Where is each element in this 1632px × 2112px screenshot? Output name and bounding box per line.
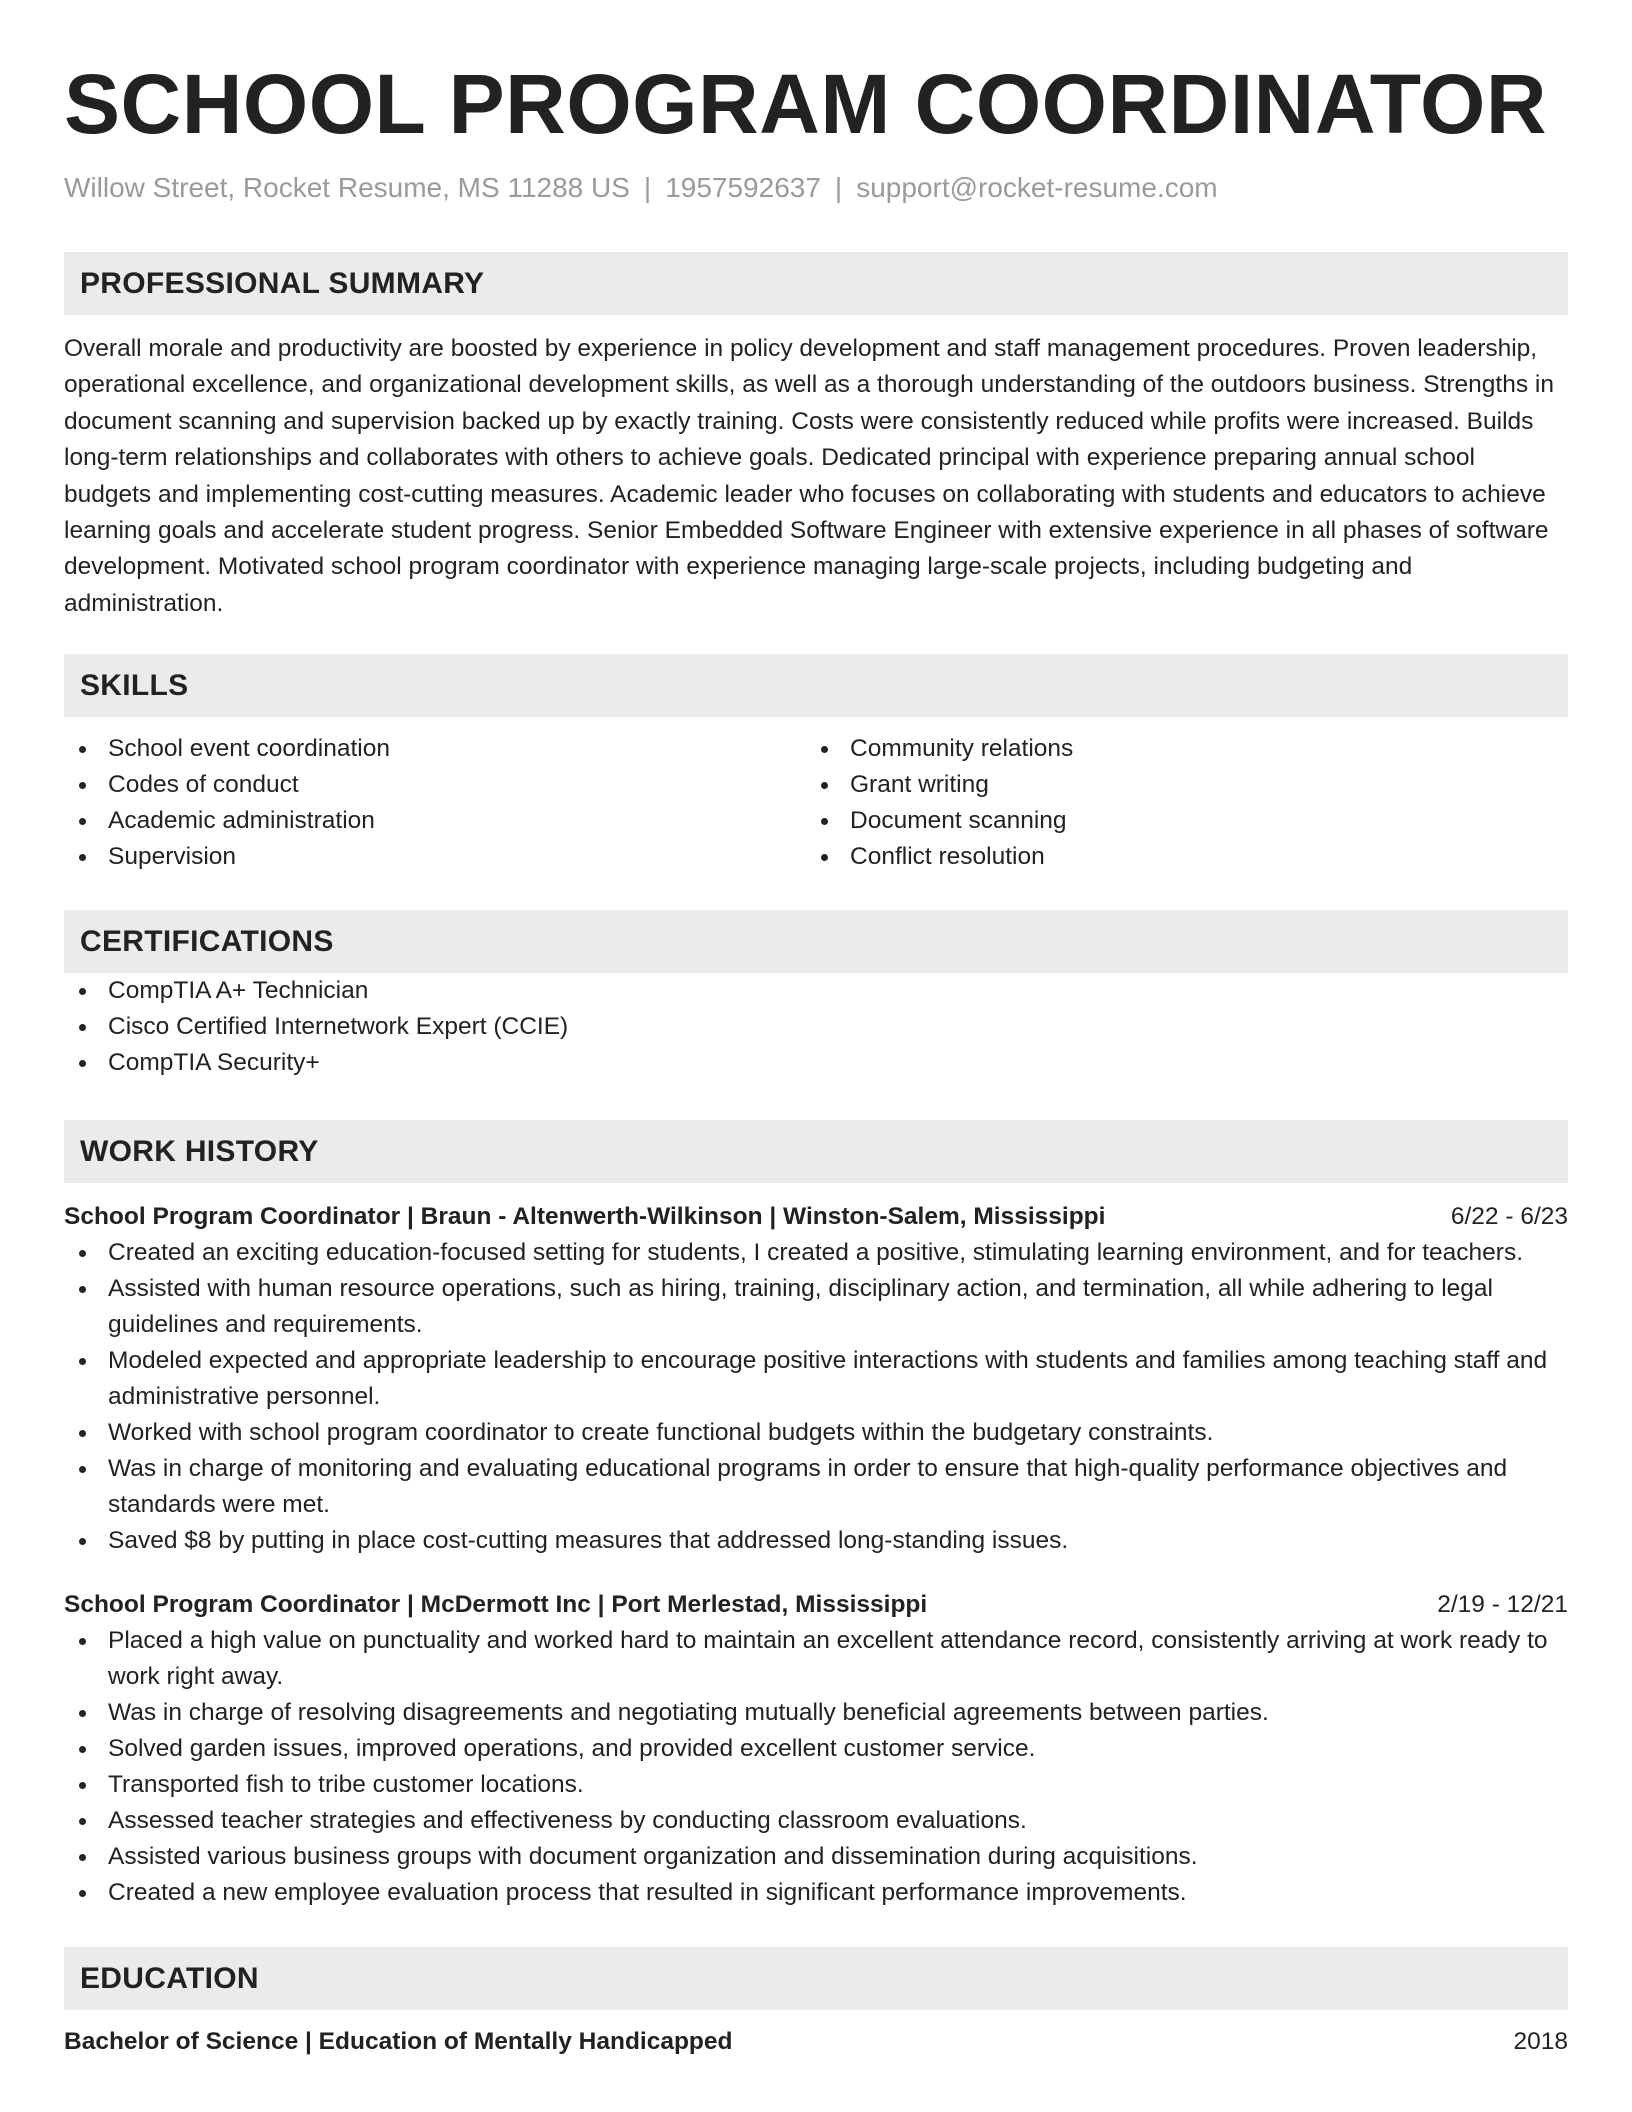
job-bullets (64, 1623, 1568, 1911)
job-bullets (64, 1235, 1568, 1559)
skills-grid (64, 731, 1568, 875)
job-heading-row (64, 1199, 1568, 1235)
bullet-dot (821, 746, 828, 753)
job-bullet-text: Placed a high value on punctuality and worked hard to maintain an excellent attendance record, consistently arriving at work ready to work right away. (108, 1627, 1548, 1691)
skills-column-right (806, 731, 1548, 875)
skill-label: Conflict resolution (850, 843, 1045, 871)
job-entry (64, 1199, 1568, 1559)
skill-item (806, 839, 1548, 875)
job-bullet-text: Was in charge of monitoring and evaluating educational programs in order to ensure that high-quality performance objectives and standards were met. (108, 1455, 1508, 1519)
skill-item (64, 731, 806, 767)
skill-label: Codes of conduct (108, 771, 299, 799)
job-dates: 6/22 - 6/23 (1450, 1203, 1568, 1231)
job-bullet-text: Created a new employee evaluation process that resulted in significant performance improvements. (108, 1879, 1187, 1907)
certifications-section (64, 910, 1568, 1081)
skills-section (64, 654, 1568, 875)
job-bullet (64, 1875, 1568, 1911)
bullet-dot (79, 854, 86, 861)
job-bullet (64, 1415, 1568, 1451)
bullet-dot (79, 818, 86, 825)
education-header: EDUCATION (64, 1947, 1568, 2010)
job-bullet (64, 1271, 1568, 1343)
certification-item (64, 1009, 1568, 1045)
contact-phone: 1957592637 (665, 172, 821, 203)
job-bullet (64, 1839, 1568, 1875)
bullet-dot (79, 1060, 86, 1067)
job-bullet-text: Modeled expected and appropriate leadership to encourage positive interactions with students and families among teaching staff and administrative personnel. (108, 1347, 1548, 1411)
job-bullet-text: Created an exciting education-focused setting for students, I created a positive, stimulating learning environment, and for teachers. (108, 1239, 1523, 1267)
bullet-dot (79, 1746, 86, 1753)
job-bullet-text: Solved garden issues, improved operations, and provided excellent customer service. (108, 1735, 1036, 1763)
job-bullet (64, 1623, 1568, 1695)
skill-label: Document scanning (850, 807, 1067, 835)
skill-label: Grant writing (850, 771, 989, 799)
bullet-dot (79, 1250, 86, 1257)
job-bullet-text: Was in charge of resolving disagreements and negotiating mutually beneficial agreements between parties. (108, 1699, 1269, 1727)
job-bullet (64, 1523, 1568, 1559)
contact-separator: | (834, 172, 843, 203)
summary-text: Overall morale and productivity are boosted by experience in policy development and staff management procedures. Proven leadership, operational excellence, and organizational development skills, as well as a thorough understanding of the outdoors business. Strengths in document scanning and supervision backed up by exactly training. Costs were consistently reduced while profits were increased. Builds long-term relationships and collaborates with others to achieve goals. Dedicated principal with experience preparing annual school budgets and implementing cost-cutting measures. Academic leader who focuses on collaborating with students and educators to achieve learning goals and accelerate student progress. Senior Embedded Software Engineer with extensive experience in all phases of software development. Motivated school program coordinator with experience managing large-scale projects, including budgeting and administration. (64, 335, 1554, 617)
resume-name: SCHOOL PROGRAM COORDINATOR (64, 57, 1548, 151)
job-heading-row (64, 1587, 1568, 1623)
bullet-dot (79, 1818, 86, 1825)
contact-address: Willow Street, Rocket Resume, MS 11288 US (64, 172, 630, 203)
skill-item (806, 803, 1548, 839)
education-section (64, 1947, 1568, 2060)
job-bullet (64, 1767, 1568, 1803)
skills-header: SKILLS (64, 654, 1568, 717)
bullet-dot (79, 1024, 86, 1031)
certification-label: CompTIA Security+ (108, 1049, 320, 1077)
certification-label: CompTIA A+ Technician (108, 977, 369, 1005)
job-bullet (64, 1235, 1568, 1271)
summary-section (64, 252, 1568, 622)
bullet-dot (821, 818, 828, 825)
skill-label: Supervision (108, 843, 237, 871)
bullet-dot (79, 1854, 86, 1861)
job-dates: 2/19 - 12/21 (1437, 1591, 1568, 1619)
bullet-dot (79, 746, 86, 753)
bullet-dot (79, 1710, 86, 1717)
skills-column-left (64, 731, 806, 875)
job-bullet (64, 1343, 1568, 1415)
education-entry (64, 2024, 1568, 2060)
work-history-header: WORK HISTORY (64, 1120, 1568, 1183)
skill-item (64, 767, 806, 803)
skill-item (806, 731, 1548, 767)
job-bullet (64, 1731, 1568, 1767)
job-heading: School Program Coordinator | McDermott Inc | Port Merlestad, Mississippi (64, 1591, 928, 1619)
certification-item (64, 973, 1568, 1009)
skill-label: Academic administration (108, 807, 375, 835)
job-entry (64, 1587, 1568, 1911)
bullet-dot (79, 782, 86, 789)
bullet-dot (79, 1430, 86, 1437)
contact-line (64, 170, 1568, 206)
education-heading: Bachelor of Science | Education of Mentally Handicapped (64, 2028, 733, 2056)
contact-email: support@rocket-resume.com (856, 172, 1218, 203)
certification-item (64, 1045, 1568, 1081)
job-bullet-text: Assessed teacher strategies and effectiveness by conducting classroom evaluations. (108, 1807, 1027, 1835)
certifications-header: CERTIFICATIONS (64, 910, 1568, 973)
bullet-dot (79, 1638, 86, 1645)
job-bullet (64, 1695, 1568, 1731)
bullet-dot (79, 1890, 86, 1897)
bullet-dot (79, 1286, 86, 1293)
job-bullet (64, 1451, 1568, 1523)
skills-list-left (64, 731, 806, 875)
skill-label: Community relations (850, 735, 1074, 763)
job-bullet-text: Assisted with human resource operations, such as hiring, training, disciplinary action, and termination, all while adhering to legal guidelines and requirements. (108, 1275, 1493, 1339)
bullet-dot (79, 1358, 86, 1365)
education-year: 2018 (1513, 2028, 1568, 2056)
job-bullet-text: Assisted various business groups with document organization and dissemination during acquisitions. (108, 1843, 1198, 1871)
job-bullet-text: Saved $8 by putting in place cost-cutting measures that addressed long-standing issues. (108, 1527, 1069, 1555)
job-bullet-text: Transported fish to tribe customer locations. (108, 1771, 584, 1799)
job-bullet-text: Worked with school program coordinator to create functional budgets within the budgetary constraints. (108, 1419, 1214, 1447)
skill-item (64, 803, 806, 839)
bullet-dot (79, 1466, 86, 1473)
skill-label: School event coordination (108, 735, 390, 763)
bullet-dot (79, 1538, 86, 1545)
skills-list-right (806, 731, 1548, 875)
work-history-section (64, 1120, 1568, 1911)
contact-separator: | (643, 172, 652, 203)
bullet-dot (821, 782, 828, 789)
summary-header: PROFESSIONAL SUMMARY (64, 252, 1568, 315)
job-heading: School Program Coordinator | Braun - Altenwerth-Wilkinson | Winston-Salem, Mississippi (64, 1203, 1106, 1231)
bullet-dot (821, 854, 828, 861)
skill-item (64, 839, 806, 875)
bullet-dot (79, 1782, 86, 1789)
certifications-list (64, 973, 1568, 1081)
skill-item (806, 767, 1548, 803)
certification-label: Cisco Certified Internetwork Expert (CCIE) (108, 1013, 569, 1041)
job-bullet (64, 1803, 1568, 1839)
bullet-dot (79, 988, 86, 995)
